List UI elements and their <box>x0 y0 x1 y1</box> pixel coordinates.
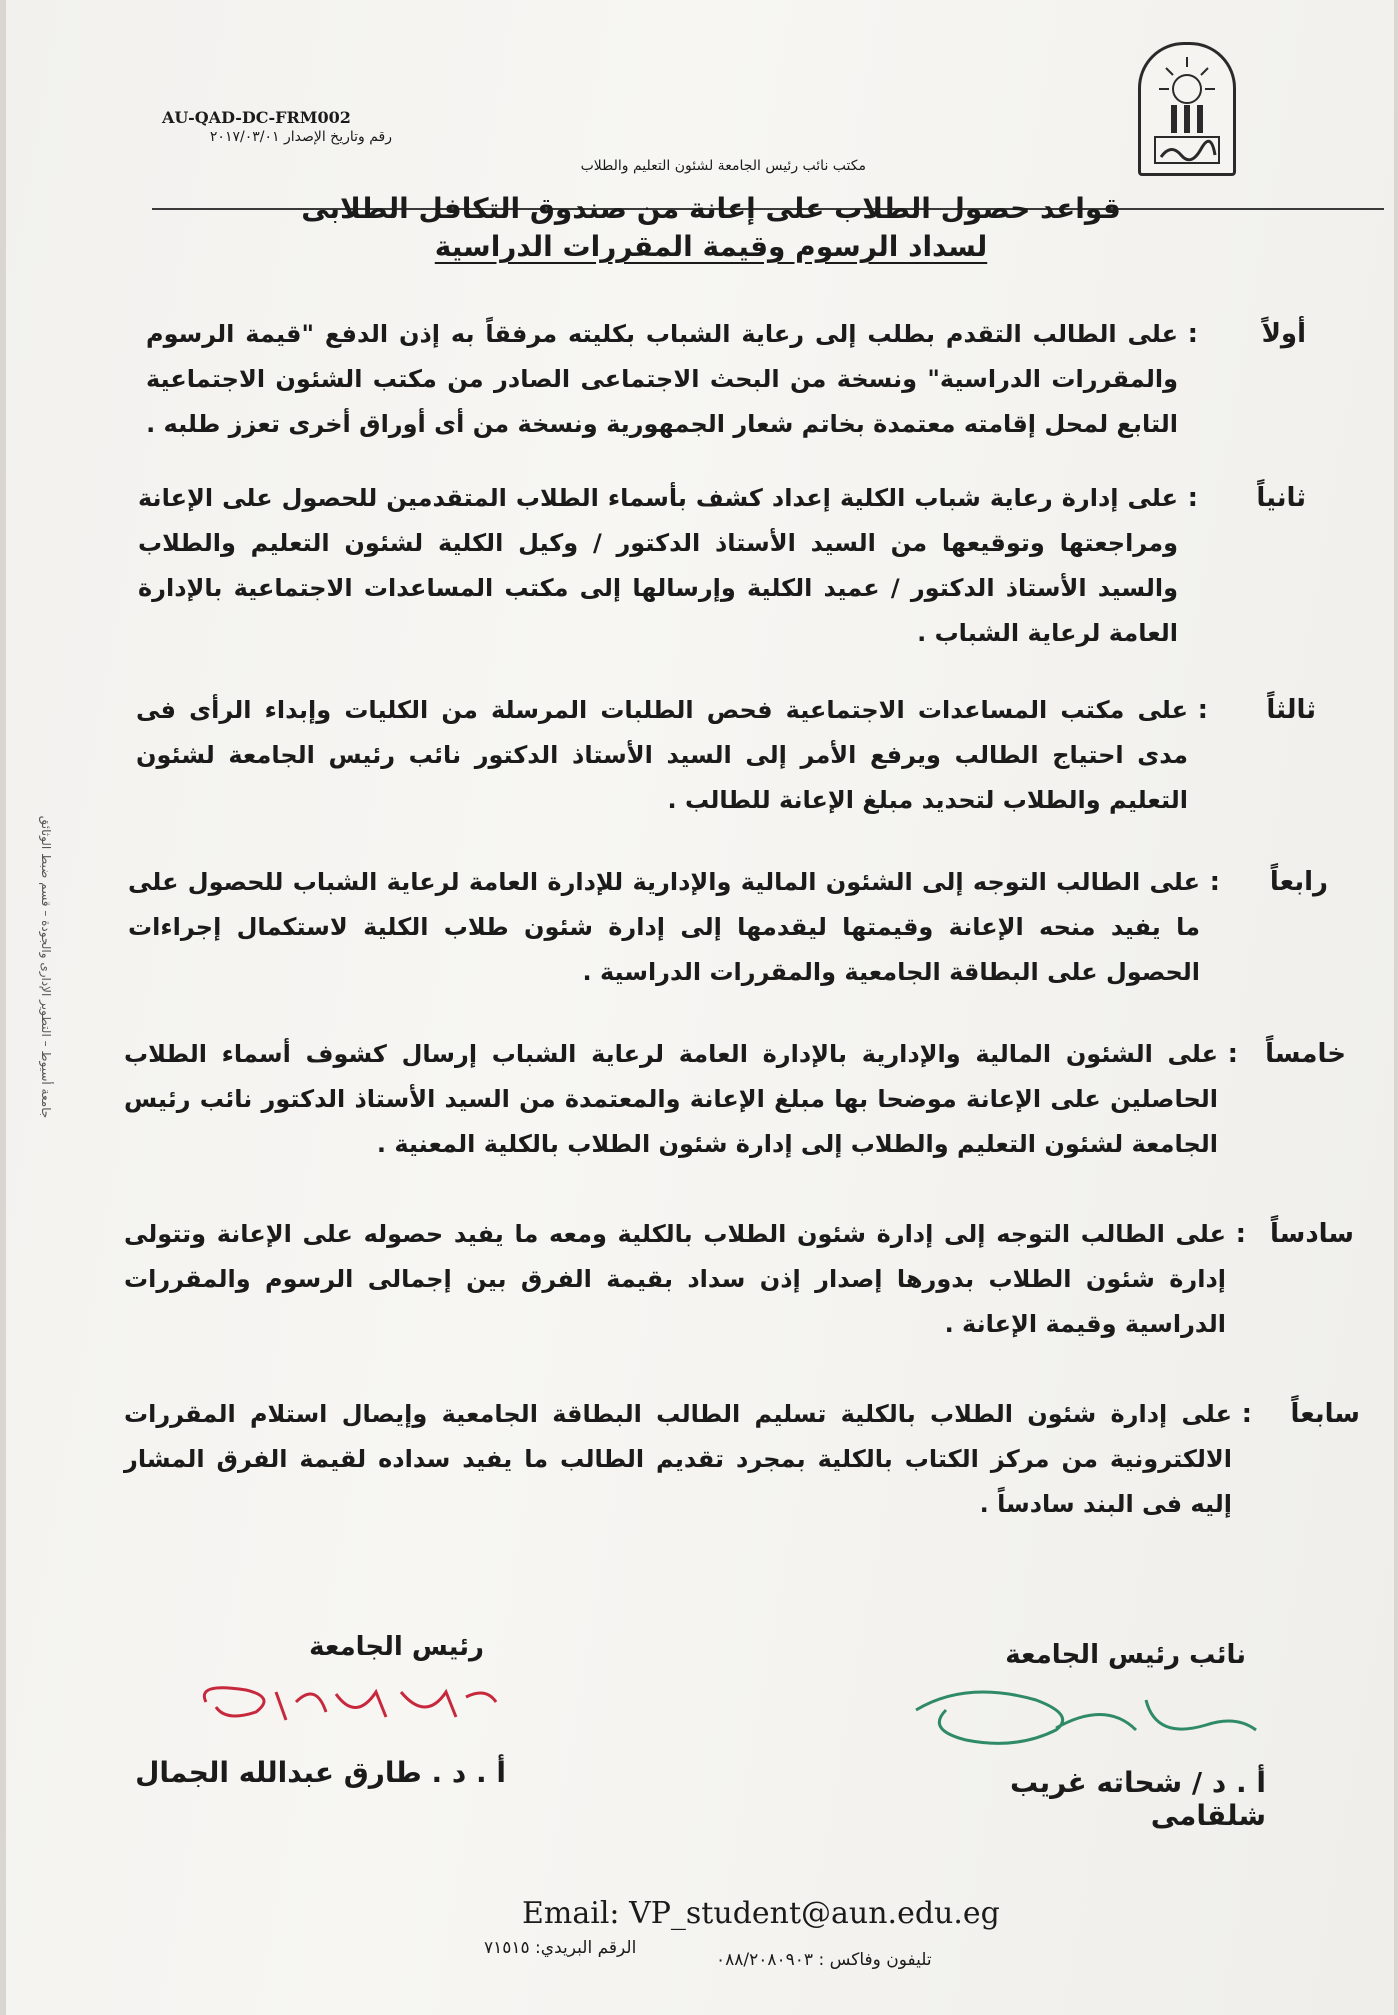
contact-email: Email: VP_student@aun.edu.eg <box>522 1896 1000 1931</box>
document-title <box>236 190 1186 266</box>
rule-item-3 <box>136 688 1316 858</box>
rule-colon: : <box>1187 319 1198 349</box>
signature-role: نائب رئيس الجامعة <box>1005 1640 1246 1670</box>
rule-label: خامساً <box>1265 1039 1346 1069</box>
rule-item-5 <box>124 1032 1346 1192</box>
rule-colon: : <box>1209 867 1220 897</box>
title-line-2: لسداد الرسوم وقيمة المقررات الدراسية <box>434 230 988 263</box>
office-name: مكتب نائب رئيس الجامعة لشئون التعليم والطلاب <box>580 158 866 174</box>
signature-name: أ . د / شحاته غريب شلقامى <box>1010 1766 1266 1832</box>
rule-label: أولاً <box>1261 319 1306 349</box>
rule-text: على إدارة رعاية شباب الكلية إعداد كشف بأسماء الطلاب المتقدمين للحصول على الإعانة ومراجعتها وتوقيعها من السيد الأستاذ الدكتور / وكيل الكلية لشئون التعليم والطلاب والسيد الأستاذ الدكتور / عميد الكلية وإرسالها إلى مكتب المساعدات الاجتماعية بالإدارة العامة لرعاية الشباب . <box>138 484 1178 647</box>
rule-colon: : <box>1235 1219 1246 1249</box>
university-logo <box>1138 42 1236 176</box>
rule-label: ثانياً <box>1256 483 1306 513</box>
side-margin-note: جامعة أسيوط – التطوير الإدارى والجودة – قسم ضبط الوثائق <box>39 815 53 1119</box>
rule-text: على الشئون المالية والإدارية بالإدارة العامة لرعاية الشباب إرسال كشوف أسماء الطلاب الحاصلين على الإعانة موضحا بها مبلغ الإعانة والمعتمدة من السيد الأستاذ الدكتور نائب رئيس الجامعة لشئون التعليم والطلاب إلى إدارة شئون الطلاب بالكلية المعنية . <box>124 1040 1218 1158</box>
signature-vice-president <box>886 1640 1266 1832</box>
signature-role: رئيس الجامعة <box>309 1632 484 1662</box>
document-page <box>6 0 1394 2015</box>
document-code: AU-QAD-DC-FRM002 <box>162 108 351 127</box>
document-code-block <box>162 108 392 145</box>
rule-text: على الطالب التوجه إلى الشئون المالية والإدارية للإدارة العامة لرعاية الشباب للحصول على ما يفيد منحه الإعانة وقيمتها ليقدمها إلى إدارة شئون طلاب الكلية لاستكمال إجراءات الحصول على البطاقة الجامعية والمقررات الدراسية . <box>128 868 1200 986</box>
rule-label: سادساً <box>1269 1219 1354 1249</box>
rule-colon: : <box>1241 1399 1252 1429</box>
rule-label: رابعاً <box>1269 867 1328 897</box>
signature-name: أ . د . طارق عبدالله الجمال <box>135 1756 506 1789</box>
rule-text: على الطالب التوجه إلى إدارة شئون الطلاب بالكلية ومعه ما يفيد حصوله على الإعانة وتتولى إدارة شئون الطلاب بدورها إصدار إذن سداد بقيمة الفرق بين إجمالى الرسوم والمقررات الدراسية وقيمة الإعانة . <box>124 1220 1226 1338</box>
issue-date: رقم وتاريخ الإصدار ٢٠١٧/٠٣/٠١ <box>209 129 392 145</box>
rule-label: سابعاً <box>1290 1399 1360 1429</box>
postal-code: الرقم البريدي: ٧١٥١٥ <box>484 1938 637 1958</box>
contact-phone: تليفون وفاكس : ٠٨٨/٢٠٨٠٩٠٣ <box>716 1950 932 1970</box>
rule-item-4 <box>128 860 1328 1020</box>
rule-label: ثالثاً <box>1266 695 1316 725</box>
rule-text: على الطالب التقدم بطلب إلى رعاية الشباب بكليته مرفقاً به إذن الدفع "قيمة الرسوم والمقررات الدراسية" ونسخة من البحث الاجتماعى الصادر من مكتب الشئون الاجتماعية التابع لمحل إقامته معتمدة بخاتم شعار الجمهورية ونسخة من أى أوراق أخرى تعزز طلبه . <box>146 320 1178 438</box>
handwritten-signature-icon <box>186 1662 506 1742</box>
rule-colon: : <box>1197 695 1208 725</box>
university-seal-icon <box>1141 45 1233 173</box>
signature-president <box>126 1632 506 1789</box>
rule-text: على مكتب المساعدات الاجتماعية فحص الطلبات المرسلة من الكليات وإبداء الرأى فى مدى احتياج الطالب ويرفع الأمر إلى السيد الأستاذ الدكتور نائب رئيس الجامعة لشئون التعليم والطلاب لتحديد مبلغ الإعانة للطالب . <box>136 696 1188 814</box>
rule-colon: : <box>1187 483 1198 513</box>
rule-item-7 <box>124 1392 1360 1552</box>
page-footer <box>6 1880 1394 2015</box>
rule-item-2 <box>138 476 1306 706</box>
rule-colon: : <box>1227 1039 1238 1069</box>
rule-item-6 <box>124 1212 1354 1372</box>
title-line-1: قواعد حصول الطلاب على إعانة من صندوق التكافل الطلابى <box>301 192 1121 225</box>
rule-item-1 <box>146 312 1306 492</box>
rule-text: على إدارة شئون الطلاب بالكلية تسليم الطالب البطاقة الجامعية وإيصال استلام المقررات الالكترونية من مركز الكتاب بالكلية بمجرد تقديم الطالب ما يفيد سداده لقيمة الفرق المشار إليه فى البند سادساً . <box>124 1400 1232 1518</box>
handwritten-signature-icon <box>906 1670 1266 1760</box>
